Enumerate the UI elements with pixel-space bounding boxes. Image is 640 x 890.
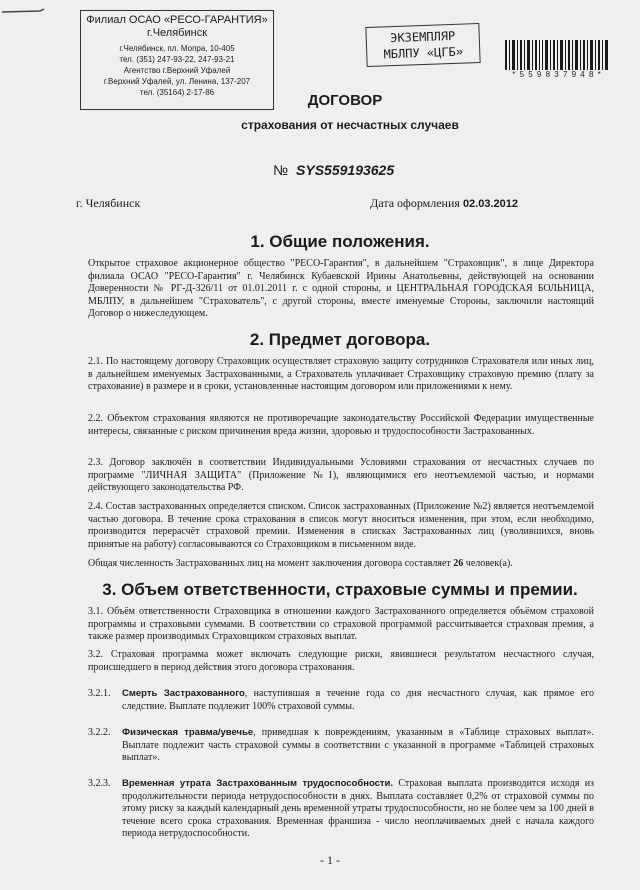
issue-date-value: 02.03.2012	[462, 198, 518, 210]
insurer-stamp-line: тел. (35164) 2-17-86	[139, 88, 215, 97]
barcode-icon	[505, 40, 609, 70]
document-title: ДОГОВОР	[307, 92, 383, 109]
risk-name: Физическая травма/увечье	[122, 727, 254, 738]
paragraph: 2.1. По настоящему договору Страховщик осуществляет страховую защиту сотрудников Страхователя или иных лиц, в дальнейшем именуемых Застрахованными, а Страхователь уплачивает Страховщику страховую премию (плату за страхование) в размере и в сроки, установленные настоящим договором или приложениями к нему.	[88, 356, 594, 392]
risk-text: Страховая выплата производится исходя из продолжительности периода нетрудоспособности в днях. Выплата составляет 0,2% от страховой суммы по этому риску за каждый календарный день временной утраты трудоспособности, но не более чем за 100 дней в течение всего срока страхования. Временная франшиза - число неоплачиваемых дней с начала каждого периода нетрудоспособности.	[122, 778, 594, 839]
paragraph: 2.4. Состав застрахованных определяется списком. Список застрахованных (Приложение №2) является неотъемлемой частью договора. В течение срока страхования в список могут вноситься изменения, при этом, если необходимо, производится перерасчёт страховой премии. Изменения в списках Застрахованных лиц (уволившихся, вновь принятые на работу) согласовываются со Страховщиком в письменном виде.	[88, 501, 594, 550]
paragraph: 2.3. Договор заключён в соответствии Индивидуальными Условиями страхования от несчастных случаев по программе "ЛИЧНАЯ ЗАЩИТА" (Приложение №1), являющимися его неотъемлемой частью, и нормами действующего законодательства РФ.	[88, 457, 594, 493]
insurer-stamp-line: г.Челябинск, пл. Мопра, 10-405	[119, 44, 235, 53]
paragraph: 2.2. Объектом страхования являются не противоречащие законодательству Российской Федерации имущественные интересы, связанные с риском причинения вреда жизни, здоровью и трудоспособности Застрахованных.	[88, 413, 594, 437]
risk-number: 3.2.2.	[88, 727, 111, 738]
section-heading: 3. Объем ответственности, страховые суммы и премии.	[102, 580, 578, 599]
issue-date-label: Дата оформления	[370, 196, 460, 210]
copy-stamp	[365, 23, 480, 67]
insurer-stamp-line: тел. (351) 247-93-22, 247-93-21	[119, 55, 235, 64]
risk-item	[122, 778, 594, 841]
paragraph: 3.1. Объём ответственности Страховщика в отношении каждого Застрахованного определяется объёмом страховой программы и страховыми суммами. В соответствии со страховой программой рассчитывается страховая премия, а также размер производимых Страховщиком страховых выплат.	[88, 606, 594, 642]
insurer-stamp-city: г.Челябинск	[146, 27, 208, 39]
contract-number	[273, 162, 394, 178]
risk-item	[122, 727, 594, 765]
risk-item	[122, 688, 594, 713]
staff-total-suffix: человек(а).	[465, 558, 513, 569]
risk-text: , приведшая к повреждениям, указанным в «Таблице страховых выплат». Выплате подлежит часть страховой суммы в соответствии с указанной в программе «Таблицей страховых выплат».	[122, 727, 594, 763]
risk-text: , наступившая в течение года со дня несчастного случая, как прямое его следствие. Выплате подлежит 100% страховой суммы.	[122, 688, 594, 712]
copy-stamp-line1: ЭКЗЕМПЛЯР	[389, 28, 456, 46]
section-heading: 1. Общие положения.	[250, 232, 430, 251]
contract-number-value: SYS559193625	[296, 162, 395, 178]
insurer-stamp-line: г.Верхний Уфалей, ул. Ленина, 137-207	[103, 77, 251, 86]
page-number: - 1 -	[320, 853, 340, 867]
insurer-stamp-title: Филиал ОСАО «РЕСО-ГАРАНТИЯ»	[86, 14, 268, 26]
copy-stamp-line2: МБЛПУ «ЦГБ»	[383, 44, 464, 62]
risk-number: 3.2.1.	[88, 688, 111, 699]
paragraph: Открытое страховое акционерное общество "РЕСО-Гарантия", в дальнейшем "Страховщик", в лице Директора филиала ОСАО "РЕСО-Гарантия" г. Челябинск Кубаевской Ирины Анатольевны, действующей на основании Доверенности № РГ-Д-326/11 от 01.01.2011 г. с одной стороны, и ЦЕНТРАЛЬНАЯ ГОРОДСКАЯ БОЛЬНИЦА, МБЛПУ, в дальнейшем "Страхователь", с другой стороны, вместе именуемые Стороны, заключили настоящий Договор о нижеследующем.	[88, 258, 594, 319]
scan-mark	[0, 6, 46, 16]
risk-name: Временная утрата Застрахованным трудоспособности.	[122, 778, 394, 789]
issue-date	[370, 196, 518, 211]
number-sign: №	[273, 162, 289, 178]
risk-name: Смерть Застрахованного	[122, 688, 245, 699]
paragraph: 3.2. Страховая программа может включать следующие риски, явившиеся результатом несчастного случая, происшедшего в период действия этого договора страхования.	[88, 649, 594, 673]
city: г. Челябинск	[76, 196, 141, 210]
staff-total-prefix: Общая численность Застрахованных лиц на момент заключения договора составляет	[88, 558, 451, 569]
document-subtitle: страхования от несчастных случаев	[241, 118, 459, 132]
risk-number: 3.2.3.	[88, 778, 111, 789]
staff-total-count: 26	[453, 558, 464, 569]
section-heading: 2. Предмет договора.	[249, 330, 431, 349]
insurer-stamp-line: Агентство г.Верхний Уфалей	[123, 66, 231, 75]
staff-total	[88, 558, 594, 571]
barcode-number: * 5 5 9 8 3 7 9 4 8 *	[512, 70, 602, 79]
